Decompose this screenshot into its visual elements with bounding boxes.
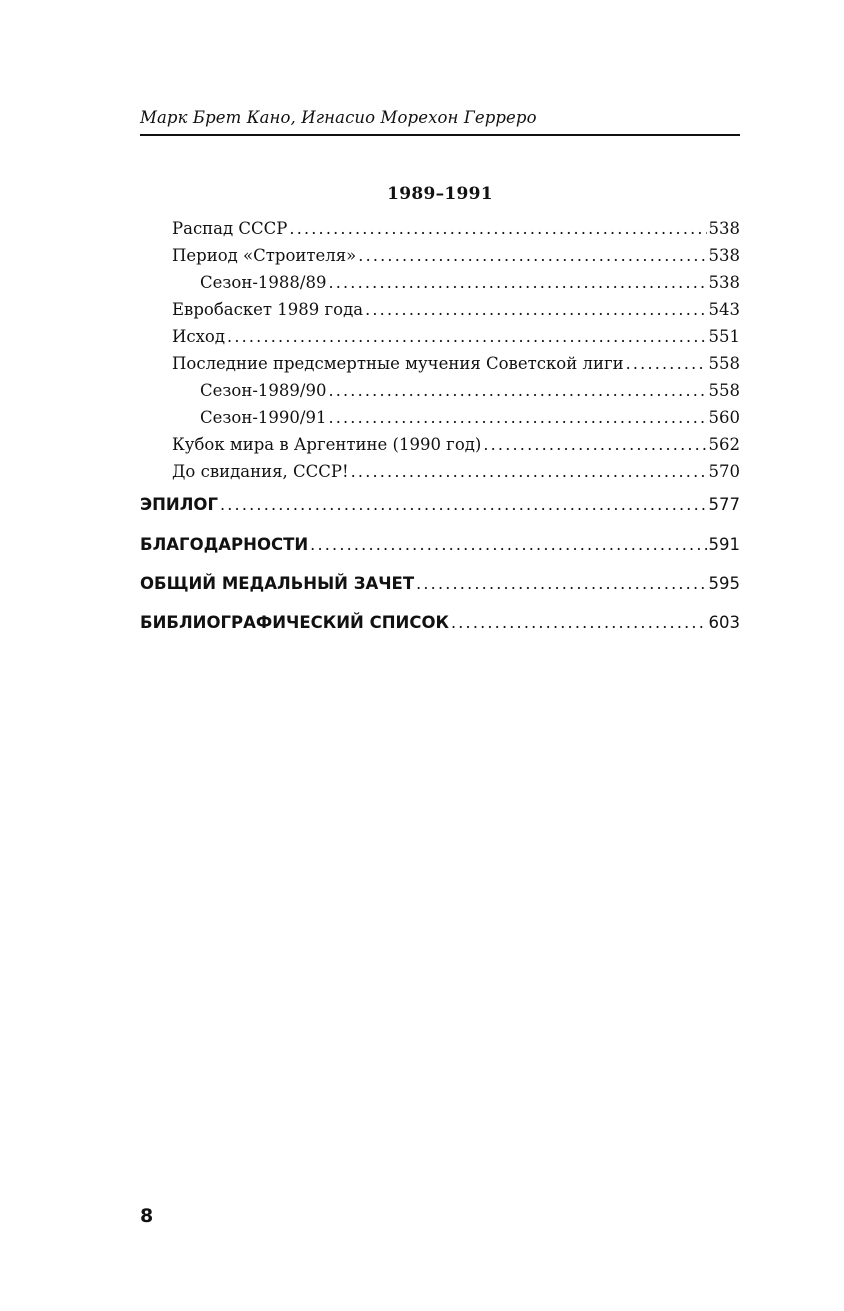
dot-leader (328, 272, 706, 294)
toc-entry (140, 434, 740, 456)
toc-entry-title: БИБЛИОГРАФИЧЕСКИЙ СПИСОК (140, 613, 449, 632)
dot-leader (416, 573, 706, 595)
dot-leader (351, 461, 707, 483)
toc-entry (140, 407, 740, 429)
toc-entry (140, 353, 740, 375)
section-title: 1989–1991 (387, 184, 493, 204)
toc-entry-page: 538 (708, 246, 740, 265)
toc-entry-page: 560 (708, 408, 740, 427)
toc-entry (140, 299, 740, 321)
dot-leader (310, 534, 706, 556)
toc-entry-page: 562 (708, 435, 740, 454)
toc-entry-title: Сезон-1990/91 (200, 408, 327, 427)
toc-main-entry (140, 573, 740, 595)
toc-entry-title: ОБЩИЙ МЕДАЛЬНЫЙ ЗАЧЕТ (140, 574, 415, 593)
toc-entry-page: 538 (708, 219, 740, 238)
toc-entry-title: Евробаскет 1989 года (172, 300, 364, 319)
toc-entry-page: 595 (708, 574, 740, 593)
dot-leader (365, 299, 706, 321)
toc-entry-title: Исход (172, 327, 226, 346)
toc-entry-page: 551 (708, 327, 740, 346)
toc-entry (140, 461, 740, 483)
toc-entry-page: 570 (708, 462, 740, 481)
running-head: Марк Брет Кано, Игнасио Морехон Герреро (140, 108, 537, 127)
dot-leader (220, 494, 707, 516)
toc-entry-page: 591 (708, 535, 740, 554)
dot-leader (626, 353, 707, 375)
toc-entry-page: 577 (708, 495, 740, 514)
toc-entry (140, 218, 740, 240)
page-number: 8 (140, 1205, 154, 1227)
toc-main-entry (140, 494, 740, 516)
header-rule (140, 134, 740, 136)
toc-entry-title: БЛАГОДАРНОСТИ (140, 535, 309, 554)
dot-leader (289, 218, 706, 240)
toc-entry-title: Последние предсмертные мучения Советской лиги (172, 354, 624, 373)
toc-entry (140, 272, 740, 294)
toc-entry-title: Сезон-1988/89 (200, 273, 327, 292)
toc-entry-page: 558 (708, 354, 740, 373)
toc-entry-page: 538 (708, 273, 740, 292)
toc-entry (140, 245, 740, 267)
toc-entry-title: ЭПИЛОГ (140, 495, 218, 514)
toc-main-entry (140, 612, 740, 634)
toc-entry-page: 558 (708, 381, 740, 400)
toc-entry-title: До свидания, СССР! (172, 462, 349, 481)
toc-entry (140, 380, 740, 402)
toc-entry-title: Распад СССР (172, 219, 288, 238)
dot-leader (227, 326, 706, 348)
dot-leader (328, 380, 706, 402)
toc-entry-title: Кубок мира в Аргентине (1990 год) (172, 435, 482, 454)
dot-leader (483, 434, 706, 456)
toc-entry (140, 326, 740, 348)
dot-leader (451, 612, 707, 634)
toc-entry-title: Сезон-1989/90 (200, 381, 327, 400)
toc-main-entry (140, 534, 740, 556)
toc-entry-title: Период «Строителя» (172, 246, 357, 265)
dot-leader (358, 245, 706, 267)
dot-leader (328, 407, 706, 429)
toc-entry-page: 543 (708, 300, 740, 319)
toc-entry-page: 603 (708, 613, 740, 632)
